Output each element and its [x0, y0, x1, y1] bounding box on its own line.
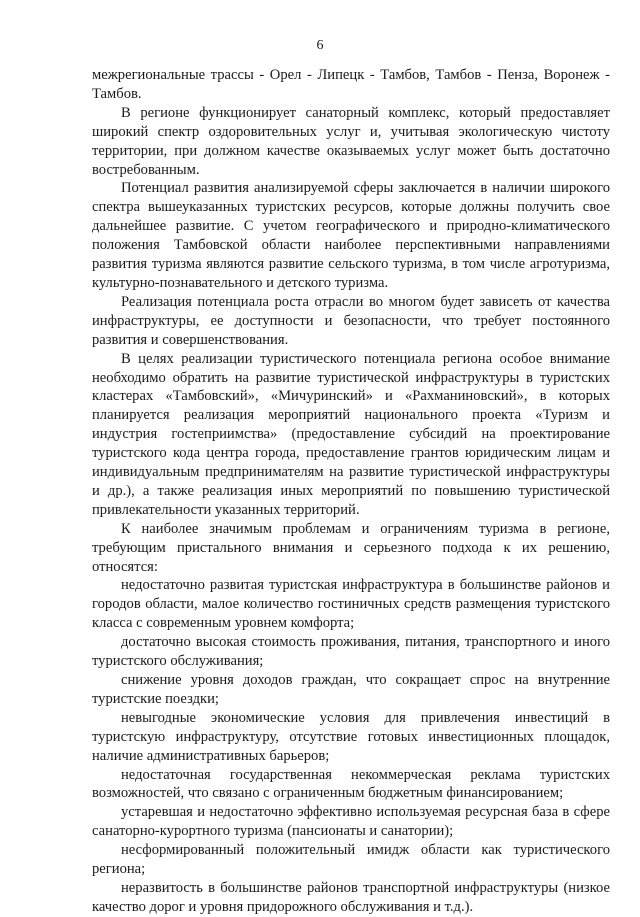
list-item-transport: неразвитость в большинстве районов транспортной инфраструктуры (низкое качество дорог и уровня придорожного обслуживания и т.д.). — [92, 879, 610, 915]
paragraph-potential: Потенциал развития анализируемой сферы заключается в наличии широкого спектра вышеуказанных туристских ресурсов, которые должны получить свое дальнейшее развитие. С учетом географического и природно-климатического положения Тамбовской области наиболее перспективными направлениями развития туризма являются развитие сельского туризма, в том числе агротуризма, культурно-познавательного и детского туризма. — [92, 180, 610, 291]
list-item-income: снижение уровня доходов граждан, что сокращает спрос на внутренние туристские поездки; — [92, 672, 610, 707]
list-item-resource-base: устаревшая и недостаточно эффективно используемая ресурсная база в сфере санаторно-курортного туризма (пансионаты и санатории); — [92, 804, 610, 840]
paragraph-clusters: В целях реализации туристического потенциала региона особое внимание необходимо обратить на развитие туристической инфраструктуры в туристских кластерах «Тамбовский», «Мичуринский» и «Рахманиновский», в которых планируется реализация мероприятий национального проекта «Туризм и индустрия гостеприимства» (предоставление субсидий на проектирование туристского кода центра города, предоставление грантов юридическим лицам и индивидуальным предпринимателям на развитие туристической инфраструктуры и др.), а также реализация иных мероприятий по повышению туристической привлекательности указанных территорий. — [92, 350, 610, 518]
page-number: 6 — [316, 38, 324, 53]
list-item-investment: невыгодные экономические условия для привлечения инвестиций в туристскую инфраструктуру, отсутствие готовых инвестиционных площадок, наличие административных барьеров; — [92, 709, 610, 764]
paragraph-sanatorium: В регионе функционирует санаторный комплекс, который предоставляет широкий спектр оздоровительных услуг и, учитывая экологическую чистоту территории, при должном качестве оказываемых услуг может быть достаточно востребованным. — [92, 104, 610, 178]
paragraph-continuation: межрегиональные трассы - Орел - Липецк - Тамбов, Тамбов - Пенза, Воронеж - Тамбов. — [92, 67, 610, 102]
paragraph-infrastructure-quality: Реализация потенциала роста отрасли во многом будет зависеть от качества инфраструктуры, ее доступности и безопасности, что требует постоянного развития и совершенствования. — [92, 293, 610, 348]
list-item-cost: достаточно высокая стоимость проживания, питания, транспортного и иного туристского обслуживания; — [92, 634, 610, 670]
list-item-image: несформированный положительный имидж области как туристического региона; — [92, 842, 610, 878]
paragraph-problems-intro: К наиболее значимым проблемам и ограничениям туризма в регионе, требующим пристального внимания и серьезного подхода к их решению, относятся: — [92, 520, 610, 575]
list-item-advertising: недостаточная государственная некоммерческая реклама туристских возможностей, что связано с ограниченным бюджетным финансированием; — [92, 766, 610, 802]
list-item-infrastructure: недостаточно развитая туристская инфраструктура в большинстве районов и городов области, малое количество гостиничных средств размещения туристского класса с современным уровнем комфорта; — [92, 577, 610, 632]
document-body — [92, 66, 610, 917]
